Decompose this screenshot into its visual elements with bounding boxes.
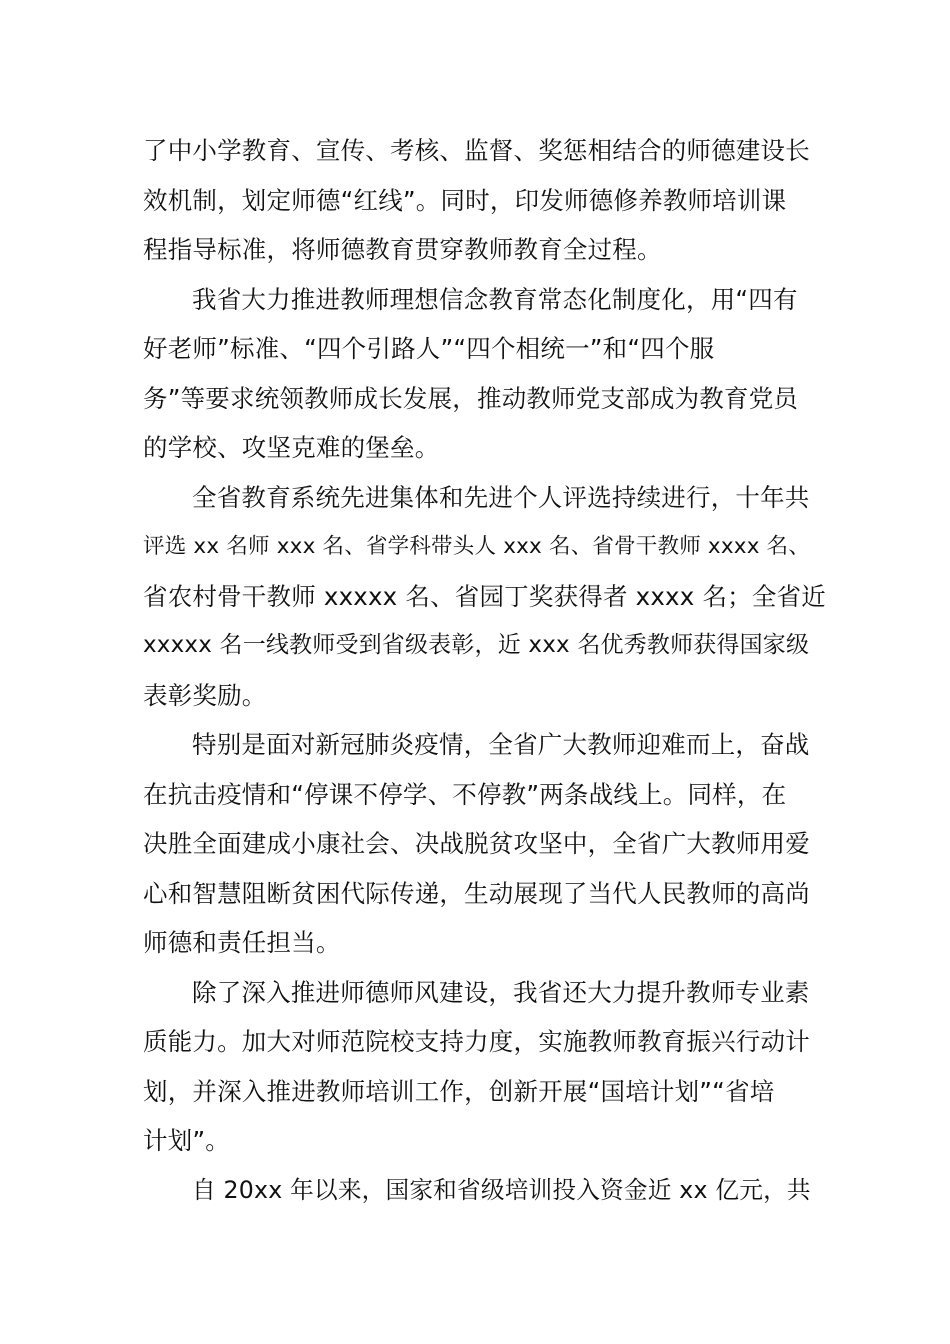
paragraph bbox=[143, 1166, 809, 1216]
text-line: 省农村骨干教师 xxxxx 名、省园丁奖获得者 xxxx 名；全省近 bbox=[143, 581, 826, 611]
paragraph bbox=[143, 275, 809, 473]
text-line: 的学校、攻坚克难的堡垒。 bbox=[143, 433, 440, 462]
text-line: 质能力。加大对师范院校支持力度，实施教师教育振兴行动计 bbox=[143, 1027, 810, 1056]
text-line: 评选 xx 名师 xxx 名、省学科带头人 xxx 名、省骨干教师 xxxx 名、 bbox=[143, 534, 811, 559]
text-line: 好老师”标准、“四个引路人”“四个相统一”和“四个服 bbox=[143, 334, 715, 363]
text-line: 除了深入推进师德师风建设，我省还大力提升教师专业素 bbox=[192, 977, 810, 1007]
text-line: 自 20xx 年以来，国家和省级培训投入资金近 xx 亿元，共 bbox=[192, 1175, 811, 1204]
text-line: 特别是面对新冠肺炎疫情，全省广大教师迎难而上，奋战 bbox=[192, 730, 810, 759]
text-line: 程指导标准，将师德教育贯穿教师教育全过程。 bbox=[143, 235, 662, 264]
text-line: 表彰奖励。 bbox=[143, 680, 267, 710]
text-line: xxxxx 名一线教师受到省级表彰，近 xxx 名优秀教师获得国家级 bbox=[143, 632, 810, 658]
paragraph bbox=[143, 720, 809, 968]
body-text bbox=[143, 126, 826, 1215]
text-line: 全省教育系统先进集体和先进个人评选持续进行，十年共 bbox=[192, 482, 810, 512]
paragraph bbox=[143, 126, 809, 275]
paragraph bbox=[143, 473, 826, 721]
text-line: 心和智慧阻断贫困代际传递，生动展现了当代人民教师的高尚 bbox=[143, 878, 810, 908]
paragraph bbox=[143, 968, 809, 1166]
text-line: 划，并深入推进教师培训工作，创新开展“国培计划”“省培 bbox=[143, 1076, 775, 1106]
text-line: 在抗击疫情和“停课不停学、不停教”两条战线上。同样，在 bbox=[143, 779, 787, 809]
text-line: 师德和责任担当。 bbox=[143, 928, 341, 957]
text-line: 决胜全面建成小康社会、决战脱贫攻坚中，全省广大教师用爱 bbox=[143, 829, 810, 858]
text-line: 务”等要求统领教师成长发展，推动教师党支部成为教育党员 bbox=[143, 383, 799, 413]
text-line: 效机制，划定师德“红线”。同时，印发师德修养教师培训课 bbox=[143, 185, 787, 215]
text-line: 了中小学教育、宣传、考核、监督、奖惩相结合的师德建设长 bbox=[143, 136, 810, 165]
text-line: 我省大力推进教师理想信念教育常态化制度化，用“四有 bbox=[192, 284, 798, 314]
text-line: 计划”。 bbox=[143, 1126, 230, 1155]
